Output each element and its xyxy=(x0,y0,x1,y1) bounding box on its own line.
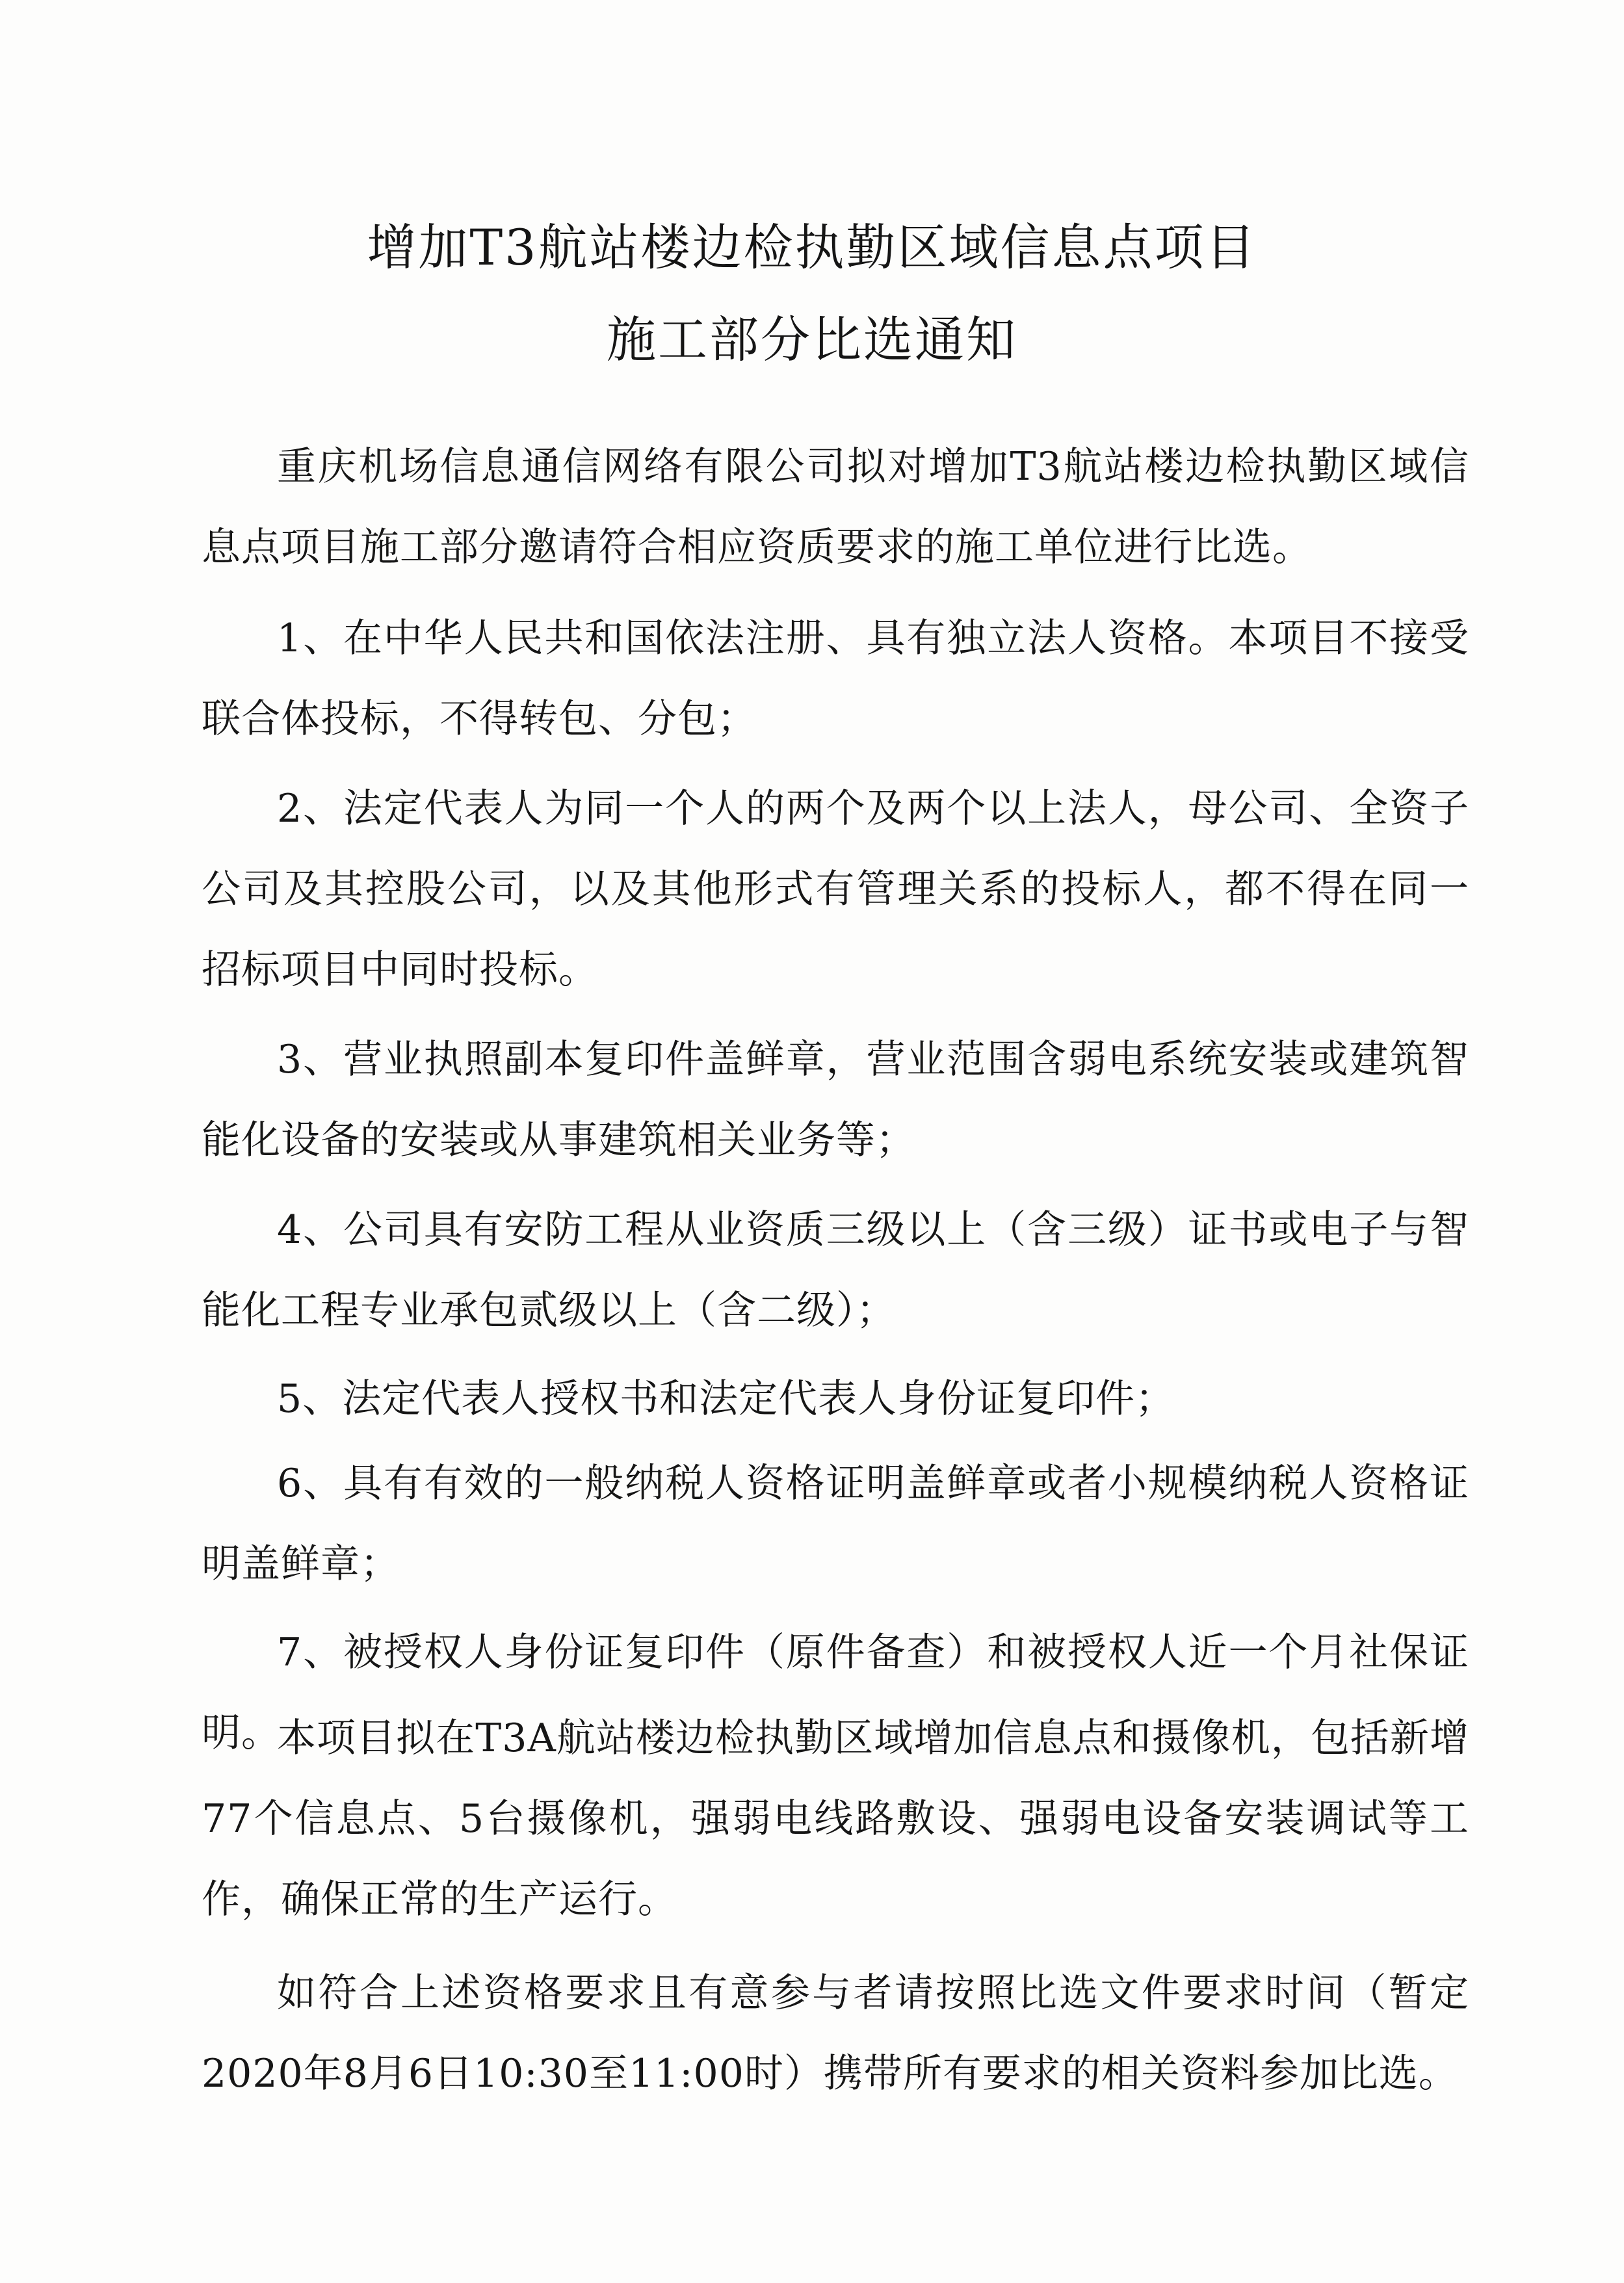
document-title-line-1: 增加T3航站楼边检执勤区域信息点项目 xyxy=(367,218,1257,276)
requirement-2: 2、法定代表人为同一个人的两个及两个以上法人，母公司、全资子公司及其控股公司，以及其他形式有管理关系的投标人，都不得在同一招标项目中同时投标。 xyxy=(202,786,1469,993)
requirement-3: 3、营业执照副本复印件盖鲜章，营业范围含弱电系统安装或建筑智能化设备的安装或从事建筑相关业务等； xyxy=(202,1037,1469,1163)
project-scope-paragraph: 本项目拟在T3A航站楼边检执勤区域增加信息点和摄像机，包括新增77个信息点、5台摄像机，强弱电线路敷设、强弱电设备安装调试等工作，确保正常的生产运行。 xyxy=(202,1716,1469,1922)
intro-paragraph: 重庆机场信息通信网络有限公司拟对增加T3航站楼边检执勤区域信息点项目施工部分邀请符合相应资质要求的施工单位进行比选。 xyxy=(202,444,1469,570)
requirement-5: 5、法定代表人授权书和法定代表人身份证复印件； xyxy=(277,1376,1175,1422)
participation-paragraph: 如符合上述资格要求且有意参与者请按照比选文件要求时间（暂定2020年8月6日10:30至11:00时）携带所有要求的相关资料参加比选。 xyxy=(202,1970,1469,2096)
requirement-7: 7、被授权人身份证复印件（原件备查）和被授权人近一个月社保证明。 xyxy=(202,1630,1469,1756)
document-title-line-2: 施工部分比选通知 xyxy=(607,311,1017,369)
requirement-6: 6、具有有效的一般纳税人资格证明盖鲜章或者小规模纳税人资格证明盖鲜章； xyxy=(202,1461,1469,1587)
requirement-1: 1、在中华人民共和国依法注册、具有独立法人资格。本项目不接受联合体投标，不得转包、分包； xyxy=(202,616,1469,742)
requirement-4: 4、公司具有安防工程从业资质三级以上（含三级）证书或电子与智能化工程专业承包贰级以上（含二级）； xyxy=(202,1207,1469,1333)
